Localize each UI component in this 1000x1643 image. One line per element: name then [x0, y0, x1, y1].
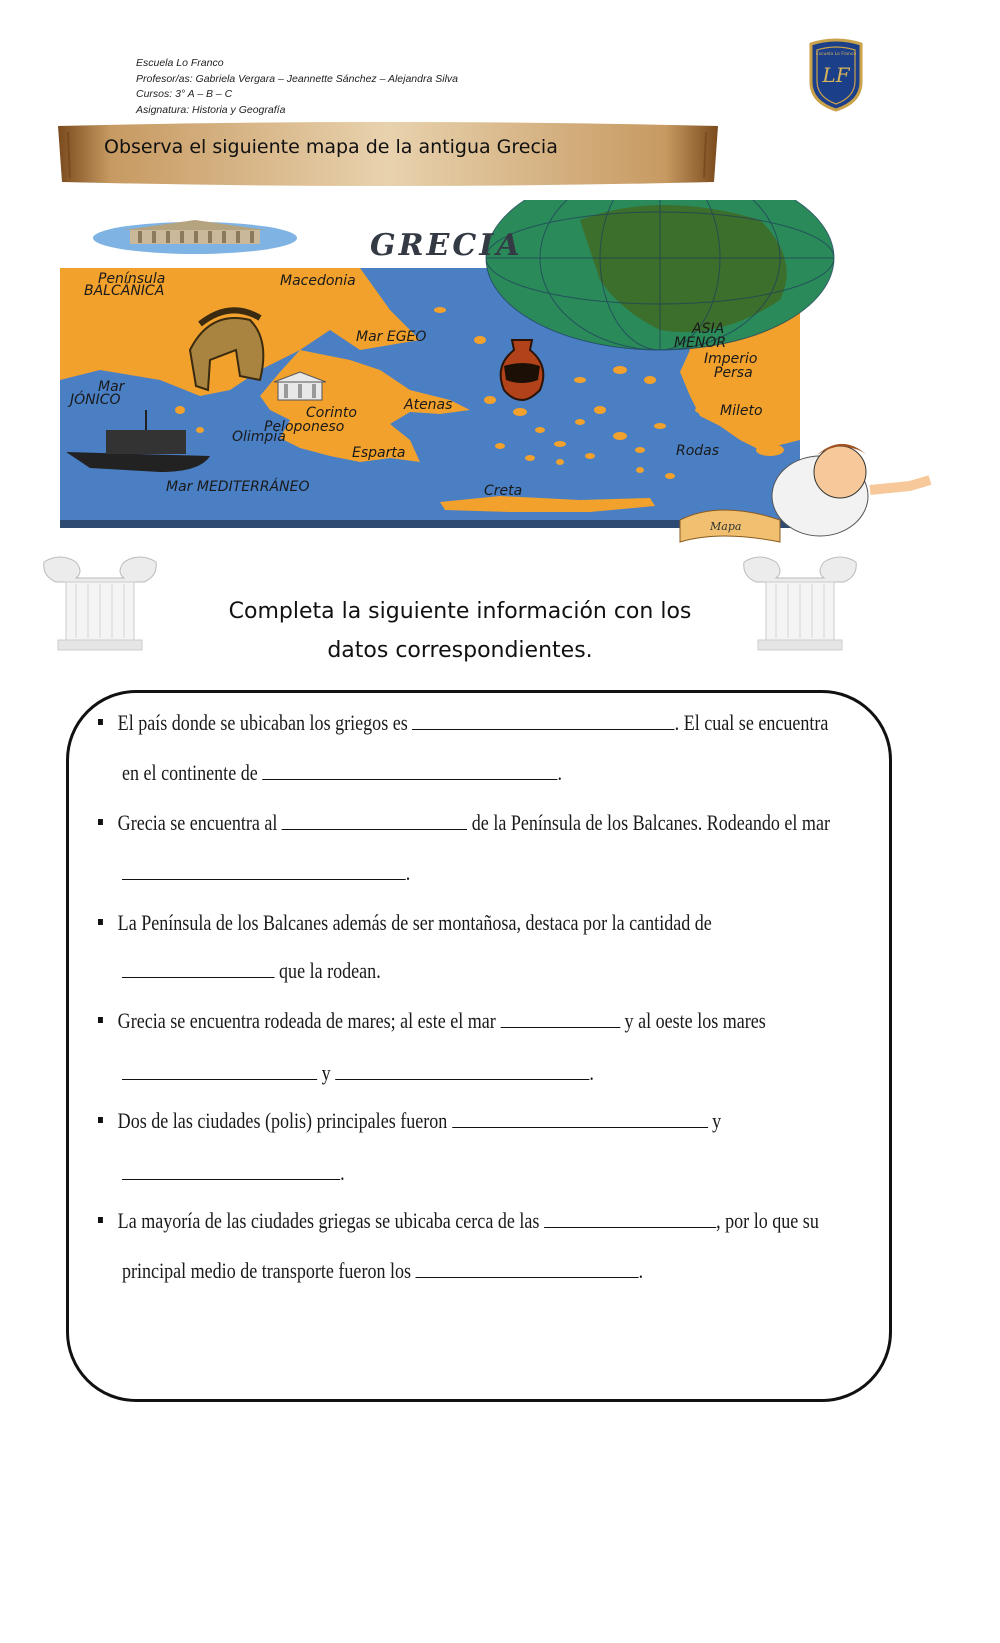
question-2-line2	[122, 860, 410, 886]
label-atenas: Atenas	[404, 397, 453, 413]
label-peninsula-line1: Península	[98, 271, 166, 287]
bullet	[98, 1117, 103, 1123]
school-header	[136, 56, 458, 118]
question-5-line2	[122, 1160, 345, 1186]
q6-blank-transport[interactable]	[416, 1259, 639, 1278]
label-peloponeso: Peloponeso	[264, 419, 345, 435]
question-3-line2	[122, 958, 381, 984]
q4-blank-west-sea-2[interactable]	[335, 1061, 589, 1080]
label-mar-egeo: Mar EGEO	[356, 329, 427, 345]
courses-line: Cursos: 3° A – B – C	[136, 88, 233, 100]
questions-box	[66, 690, 892, 1402]
label-esparta: Esparta	[352, 445, 406, 461]
map-title: GRECIA	[370, 228, 523, 263]
question-6-line2	[122, 1258, 643, 1284]
q2-blank-sea[interactable]	[122, 861, 406, 880]
ionic-column-left-icon	[40, 552, 160, 652]
mapa-scroll-label: Mapa	[710, 520, 742, 533]
q2-blank-direction[interactable]	[282, 811, 467, 830]
ionic-column-right-icon	[740, 552, 860, 652]
label-imperio-line1: Imperio	[704, 351, 758, 367]
label-olimpia: Olimpia	[232, 429, 286, 445]
q1-text-d: .	[557, 760, 562, 785]
school-logo	[805, 38, 867, 112]
label-mileto: Mileto	[720, 403, 763, 419]
q3-blank-islands[interactable]	[122, 959, 275, 978]
subject-line: Asignatura: Historia y Geografía	[136, 103, 286, 116]
label-peninsula-line2: BALCÁNICA	[84, 283, 165, 299]
label-mar-jonico-line2: JÓNICO	[70, 392, 121, 408]
question-1-line2	[122, 760, 562, 786]
q4-text-c: y	[321, 1060, 331, 1085]
label-rodas: Rodas	[676, 443, 720, 459]
q6-text-a: La mayoría de las ciudades griegas se ubicaba cerca de las	[117, 1208, 540, 1233]
q4-text-a: Grecia se encuentra rodeada de mares; al este el mar	[117, 1008, 496, 1033]
label-imperio-line2: Persa	[714, 365, 753, 381]
q1-text-b: . El cual se encuentra	[674, 710, 829, 735]
q1-blank-country[interactable]	[412, 711, 674, 730]
bullet	[98, 1017, 103, 1023]
label-mar-mediterraneo: Mar MEDITERRÁNEO	[166, 479, 310, 495]
question-4-line2	[122, 1060, 594, 1086]
bullet	[98, 919, 103, 925]
q2-text-a: Grecia se encuentra al	[117, 810, 278, 835]
bullet	[98, 719, 103, 725]
q6-text-c: principal medio de transporte fueron los	[122, 1258, 412, 1283]
teachers-line: Profesor/as: Gabriela Vergara – Jeannette Sánchez – Alejandra Silva	[136, 72, 458, 85]
banner-instruction: Observa el siguiente mapa de la antigua Grecia	[104, 136, 558, 158]
temple-icon	[93, 220, 297, 254]
question-1	[98, 710, 828, 736]
q1-text-a: El país donde se ubicaban los griegos es	[117, 710, 408, 735]
q4-blank-east-sea[interactable]	[500, 1009, 620, 1028]
q1-blank-continent[interactable]	[262, 761, 557, 780]
q4-text-b: y al oeste los mares	[624, 1008, 766, 1033]
logo-initials: LF	[822, 63, 850, 87]
q2-text-c: .	[405, 860, 411, 885]
bullet	[98, 819, 103, 825]
question-3	[98, 910, 712, 936]
instruction-line2: datos correspondientes.	[327, 638, 593, 663]
question-2	[98, 810, 830, 836]
q3-text-a: La Península de los Balcanes además de ser montañosa, destaca por la cantidad de	[117, 910, 712, 935]
label-asia-line1: ASIA	[692, 321, 725, 337]
q5-text-c: .	[340, 1160, 345, 1185]
q5-blank-city-1[interactable]	[452, 1109, 708, 1128]
q4-text-d: .	[589, 1060, 594, 1085]
q6-text-d: .	[638, 1258, 644, 1283]
completion-instruction	[200, 592, 720, 670]
question-5	[98, 1108, 721, 1134]
question-6	[98, 1208, 819, 1234]
label-asia-line2: MENOR	[674, 335, 727, 351]
logo-ring-text: Escuela Lo Franco	[815, 52, 857, 57]
question-4	[98, 1008, 766, 1034]
q5-text-a: Dos de las ciudades (polis) principales fueron	[117, 1108, 448, 1133]
q6-blank-coasts[interactable]	[544, 1209, 716, 1228]
q2-text-b: de la Península de los Balcanes. Rodeando el mar	[471, 810, 830, 835]
instruction-line1: Completa la siguiente información con los	[228, 599, 692, 624]
label-mar-jonico-line1: Mar	[98, 379, 125, 395]
q6-text-b: , por lo que su	[716, 1208, 819, 1233]
label-creta: Creta	[484, 483, 523, 499]
q3-text-b: que la rodean.	[279, 958, 381, 983]
q1-text-c: en el continente de	[122, 760, 258, 785]
label-macedonia: Macedonia	[280, 273, 356, 289]
q5-text-b: y	[712, 1108, 722, 1133]
q5-blank-city-2[interactable]	[122, 1161, 340, 1180]
school-name: Escuela Lo Franco	[136, 57, 224, 69]
label-corinto: Corinto	[306, 405, 357, 421]
q4-blank-west-sea-1[interactable]	[122, 1061, 317, 1080]
bullet	[98, 1217, 103, 1223]
